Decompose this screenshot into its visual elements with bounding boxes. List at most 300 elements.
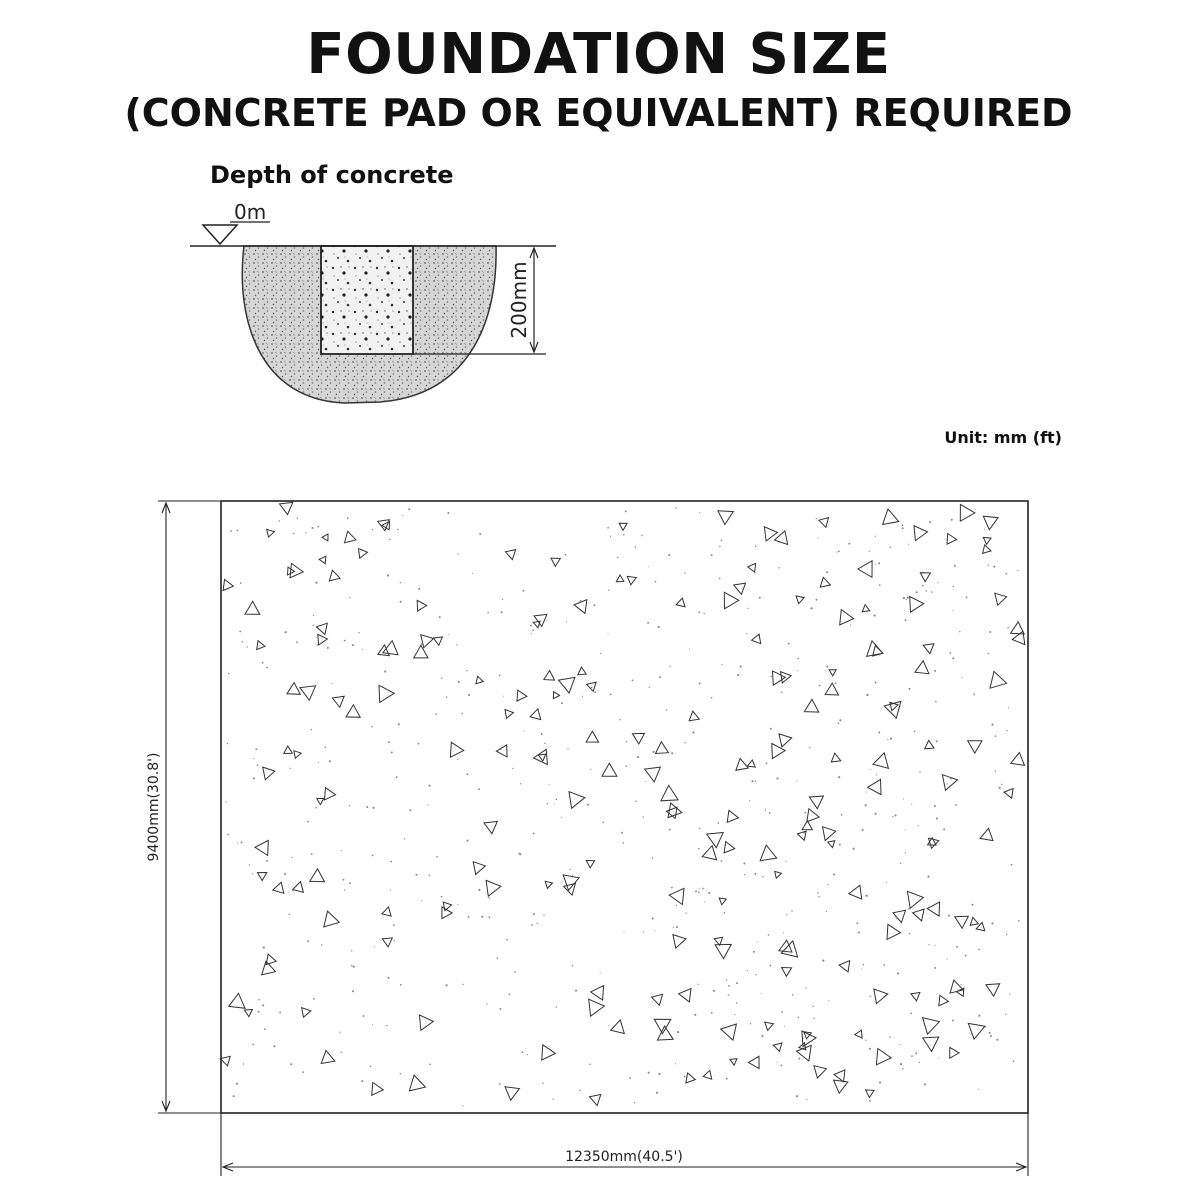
- speckle-mark: [995, 770, 997, 772]
- speckle-mark: [797, 670, 798, 671]
- speckle-mark: [781, 691, 783, 693]
- speckle-mark: [372, 807, 374, 809]
- speckle-mark: [388, 741, 390, 743]
- speckle-mark: [501, 611, 503, 613]
- aggregate-mark: [290, 563, 303, 577]
- speckle-mark: [919, 772, 920, 773]
- speckle-mark: [699, 512, 700, 513]
- speckle-mark: [784, 1026, 785, 1027]
- speckle-mark: [621, 832, 623, 834]
- speckle-mark: [589, 1064, 590, 1065]
- aggregate-mark: [322, 534, 328, 541]
- speckle-mark: [950, 778, 952, 780]
- speckle-mark: [359, 548, 360, 549]
- speckle-mark: [952, 610, 953, 611]
- speckle-mark: [384, 671, 386, 673]
- aggregate-mark: [707, 833, 724, 848]
- speckle-mark: [262, 1004, 264, 1006]
- speckle-mark: [924, 1024, 925, 1025]
- speckle-mark: [704, 613, 705, 614]
- aggregate-mark: [942, 775, 957, 791]
- speckle-mark: [698, 984, 699, 985]
- speckle-mark: [929, 521, 931, 523]
- speckle-mark: [608, 633, 609, 634]
- speckle-mark: [713, 990, 715, 992]
- speckle-mark: [481, 916, 483, 918]
- aggregate-mark: [781, 672, 792, 683]
- speckle-mark: [788, 951, 790, 953]
- speckle-mark: [991, 922, 993, 924]
- aggregate-mark: [616, 575, 624, 582]
- speckle-mark: [791, 910, 792, 911]
- speckle-mark: [658, 626, 660, 628]
- speckle-mark: [478, 788, 480, 790]
- speckle-mark: [754, 873, 756, 875]
- speckle-mark: [835, 682, 837, 684]
- aggregate-mark: [968, 1023, 985, 1039]
- aggregate-mark: [874, 989, 888, 1004]
- speckle-mark: [869, 996, 870, 997]
- speckle-mark: [626, 765, 628, 767]
- aggregate-mark: [820, 577, 830, 587]
- aggregate-mark: [505, 1087, 520, 1101]
- speckle-mark: [726, 979, 727, 980]
- aggregate-mark: [382, 521, 390, 530]
- speckle-mark: [288, 914, 290, 916]
- speckle-mark: [544, 743, 546, 745]
- aggregate-mark: [316, 623, 327, 634]
- aggregate-mark: [325, 788, 336, 800]
- speckle-mark: [240, 582, 242, 584]
- speckle-mark: [766, 762, 768, 764]
- speckle-mark: [721, 664, 722, 665]
- speckle-mark: [902, 1068, 903, 1069]
- speckle-mark: [610, 693, 612, 695]
- aggregate-mark: [929, 838, 939, 848]
- speckle-mark: [878, 731, 880, 733]
- speckle-mark: [349, 597, 350, 598]
- speckle-mark: [652, 857, 654, 859]
- speckle-mark: [441, 896, 443, 898]
- speckle-mark: [879, 584, 881, 586]
- speckle-mark: [819, 685, 821, 687]
- speckle-mark: [313, 615, 314, 616]
- speckle-mark: [519, 853, 521, 855]
- speckle-mark: [1017, 620, 1019, 622]
- speckle-mark: [746, 633, 747, 634]
- aggregate-mark: [839, 961, 850, 972]
- speckle-mark: [397, 529, 399, 531]
- speckle-mark: [341, 850, 342, 851]
- speckle-mark: [726, 1078, 728, 1080]
- speckle-mark: [292, 563, 294, 565]
- speckle-mark: [961, 677, 962, 678]
- speckle-mark: [947, 958, 948, 959]
- speckle-mark: [993, 566, 995, 568]
- aggregate-mark: [923, 1018, 940, 1034]
- speckle-mark: [822, 960, 824, 962]
- speckle-mark: [889, 1036, 891, 1038]
- aggregate-mark: [417, 600, 427, 611]
- speckle-mark: [922, 585, 924, 587]
- speckle-mark: [390, 861, 392, 863]
- aggregate-mark: [559, 677, 575, 693]
- speckle-mark: [966, 596, 968, 598]
- speckle-mark: [553, 1099, 554, 1100]
- aggregate-mark: [749, 1056, 760, 1068]
- aggregate-mark: [911, 993, 920, 1001]
- speckle-mark: [503, 696, 504, 697]
- aggregate-mark: [923, 644, 934, 654]
- speckle-mark: [669, 666, 670, 667]
- speckle-mark: [988, 653, 990, 655]
- speckle-mark: [931, 591, 933, 593]
- aggregate-mark: [913, 909, 925, 921]
- speckle-mark: [448, 634, 449, 635]
- aggregate-mark: [825, 683, 838, 695]
- aggregate-mark: [893, 910, 906, 922]
- speckle-mark: [228, 673, 230, 675]
- speckle-mark: [623, 842, 625, 844]
- speckle-mark: [635, 800, 636, 801]
- aggregate-mark: [976, 922, 985, 930]
- speckle-mark: [439, 616, 441, 618]
- speckle-mark: [995, 735, 997, 737]
- speckle-mark: [479, 533, 481, 535]
- speckle-mark: [472, 573, 473, 574]
- aggregate-mark: [797, 1045, 812, 1061]
- speckle-mark: [273, 1045, 275, 1047]
- aggregate-mark: [804, 699, 819, 712]
- aggregate-mark: [834, 1080, 848, 1093]
- speckle-mark: [950, 652, 952, 654]
- aggregate-mark: [221, 1056, 231, 1066]
- speckle-mark: [798, 1058, 800, 1060]
- speckle-mark: [938, 1058, 939, 1059]
- speckle-mark: [769, 965, 771, 967]
- speckle-mark: [1008, 627, 1009, 628]
- speckle-mark: [1020, 627, 1021, 628]
- speckle-mark: [610, 536, 611, 537]
- aggregate-mark: [914, 526, 928, 541]
- aggregate-mark: [359, 549, 368, 559]
- concrete-texture: [221, 502, 1025, 1106]
- speckle-mark: [502, 599, 503, 600]
- speckle-mark: [1017, 570, 1018, 571]
- speckle-mark: [363, 1015, 365, 1017]
- speckle-mark: [792, 994, 794, 996]
- speckle-mark: [996, 1039, 998, 1041]
- speckle-mark: [718, 822, 720, 824]
- aggregate-mark: [828, 841, 835, 848]
- speckle-mark: [608, 1025, 609, 1026]
- speckle-mark: [349, 805, 350, 806]
- speckle-mark: [839, 844, 841, 846]
- speckle-mark: [318, 762, 319, 763]
- speckle-mark: [617, 557, 619, 559]
- aggregate-mark: [505, 710, 513, 719]
- aggregate-mark: [884, 701, 901, 718]
- speckle-mark: [952, 657, 954, 659]
- speckle-mark: [361, 1080, 363, 1082]
- speckle-mark: [870, 769, 871, 770]
- aggregate-mark: [855, 1030, 862, 1038]
- speckle-mark: [388, 977, 390, 979]
- speckle-mark: [393, 924, 395, 926]
- width-dimension-label: 12350mm(40.5'): [565, 1149, 683, 1165]
- aggregate-mark: [718, 511, 733, 525]
- speckle-mark: [458, 681, 460, 683]
- speckle-mark: [446, 984, 448, 986]
- aggregate-mark: [443, 902, 451, 911]
- aggregate-mark: [590, 1095, 601, 1106]
- speckle-mark: [934, 670, 936, 672]
- speckle-mark: [227, 834, 229, 836]
- speckle-mark: [311, 729, 312, 730]
- speckle-mark: [708, 892, 710, 894]
- speckle-mark: [253, 758, 254, 759]
- aggregate-mark: [551, 558, 560, 566]
- speckle-mark: [653, 751, 655, 753]
- aggregate-mark: [317, 798, 324, 804]
- speckle-mark: [297, 517, 299, 519]
- speckle-mark: [655, 581, 657, 583]
- speckle-mark: [698, 611, 700, 613]
- speckle-mark: [915, 1052, 917, 1054]
- speckle-mark: [894, 814, 896, 816]
- speckle-mark: [919, 1062, 920, 1063]
- speckle-mark: [512, 768, 513, 769]
- speckle-mark: [999, 787, 1001, 789]
- aggregate-mark: [654, 1019, 671, 1033]
- speckle-mark: [924, 1083, 926, 1085]
- speckle-mark: [883, 964, 885, 966]
- aggregate-mark: [773, 671, 786, 685]
- aggregate-mark: [724, 842, 735, 853]
- speckle-mark: [658, 1073, 660, 1075]
- speckle-mark: [236, 1083, 238, 1085]
- speckle-mark: [934, 805, 936, 807]
- speckle-mark: [590, 769, 591, 770]
- speckle-mark: [978, 949, 980, 951]
- speckle-mark: [400, 984, 402, 986]
- aggregate-mark: [302, 1008, 311, 1018]
- speckle-mark: [812, 1006, 813, 1007]
- speckle-mark: [396, 776, 398, 778]
- speckle-mark: [645, 781, 646, 782]
- height-dimension-label: 9400mm(30.8'): [146, 752, 162, 862]
- speckle-mark: [344, 890, 345, 891]
- speckle-mark: [243, 1063, 244, 1064]
- aggregate-mark: [666, 807, 677, 818]
- speckle-mark: [826, 911, 827, 912]
- speckle-mark: [457, 759, 458, 760]
- speckle-mark: [869, 1048, 871, 1050]
- speckle-mark: [390, 889, 391, 890]
- aggregate-mark: [544, 671, 555, 681]
- speckle-mark: [833, 873, 835, 875]
- aggregate-mark: [802, 821, 812, 830]
- speckle-mark: [711, 1012, 713, 1014]
- soil-excavation: [242, 246, 496, 403]
- depth-dimension-label: 200mm: [507, 261, 531, 339]
- speckle-mark: [750, 1023, 751, 1024]
- aggregate-mark: [983, 538, 991, 545]
- speckle-mark: [374, 946, 375, 947]
- speckle-mark: [428, 804, 429, 805]
- aggregate-mark: [473, 862, 485, 875]
- speckle-mark: [352, 990, 354, 992]
- aggregate-mark: [332, 696, 344, 707]
- speckle-mark: [462, 984, 463, 985]
- aggregate-mark: [505, 550, 515, 560]
- aggregate-mark: [262, 961, 276, 975]
- speckle-mark: [237, 843, 238, 844]
- speckle-mark: [689, 648, 690, 649]
- speckle-mark: [387, 574, 389, 576]
- speckle-mark: [838, 550, 840, 552]
- speckle-mark: [307, 940, 309, 942]
- ground-level-label: 0m: [234, 200, 267, 224]
- speckle-mark: [1005, 573, 1007, 575]
- speckle-mark: [608, 590, 609, 591]
- speckle-mark: [292, 857, 293, 858]
- depth-section-label: Depth of concrete: [210, 161, 454, 189]
- aggregate-mark: [530, 709, 541, 720]
- speckle-mark: [676, 926, 678, 928]
- speckle-mark: [684, 742, 685, 743]
- speckle-mark: [394, 940, 395, 941]
- speckle-mark: [262, 662, 264, 664]
- aggregate-mark: [1011, 622, 1025, 634]
- speckle-mark: [629, 1077, 631, 1079]
- aggregate-mark: [589, 999, 605, 1016]
- speckle-mark: [457, 904, 458, 905]
- speckle-mark: [719, 952, 720, 953]
- aggregate-mark: [752, 634, 761, 644]
- aggregate-mark: [553, 692, 559, 699]
- speckle-mark: [785, 861, 786, 862]
- speckle-mark: [372, 529, 373, 530]
- speckle-mark: [600, 653, 601, 654]
- aggregate-mark: [773, 1043, 782, 1051]
- aggregate-mark: [814, 1066, 827, 1078]
- speckle-mark: [897, 972, 899, 974]
- speckle-mark: [648, 1072, 650, 1074]
- speckle-mark: [634, 1102, 635, 1103]
- speckle-mark: [747, 608, 748, 609]
- aggregate-mark: [831, 753, 840, 762]
- aggregate-mark: [873, 753, 888, 768]
- speckle-mark: [258, 1011, 260, 1013]
- speckle-mark: [699, 828, 701, 830]
- speckle-mark: [257, 764, 259, 766]
- speckle-mark: [972, 904, 974, 906]
- speckle-mark: [734, 1014, 735, 1015]
- speckle-mark: [892, 816, 893, 817]
- speckle-mark: [344, 640, 346, 642]
- aggregate-mark: [802, 1031, 816, 1047]
- speckle-mark: [704, 902, 705, 903]
- speckle-mark: [838, 722, 840, 724]
- speckle-mark: [416, 874, 418, 876]
- aggregate-mark: [611, 1020, 625, 1034]
- aggregate-mark: [383, 641, 398, 655]
- speckle-mark: [307, 821, 309, 823]
- aggregate-mark: [627, 576, 636, 584]
- speckle-mark: [936, 817, 938, 819]
- speckle-mark: [242, 641, 244, 643]
- speckle-mark: [324, 746, 326, 748]
- speckle-mark: [429, 785, 431, 787]
- speckle-mark: [765, 810, 766, 811]
- speckle-mark: [757, 941, 758, 942]
- speckle-mark: [279, 1012, 281, 1014]
- speckle-mark: [371, 726, 373, 728]
- aggregate-mark: [574, 600, 587, 614]
- speckle-mark: [313, 998, 315, 1000]
- speckle-mark: [389, 539, 390, 540]
- aggregate-mark: [799, 1043, 806, 1050]
- speckle-mark: [594, 691, 596, 693]
- speckle-mark: [803, 832, 805, 834]
- speckle-mark: [461, 713, 463, 715]
- speckle-mark: [572, 965, 573, 966]
- speckle-mark: [887, 739, 888, 740]
- aggregate-mark: [223, 579, 233, 590]
- aggregate-mark: [928, 838, 937, 846]
- speckle-mark: [804, 812, 806, 814]
- speckle-mark: [1007, 628, 1008, 629]
- speckle-mark: [462, 1105, 463, 1106]
- aggregate-mark: [715, 944, 731, 958]
- speckle-mark: [241, 841, 243, 843]
- aggregate-mark: [1012, 631, 1025, 644]
- speckle-mark: [836, 552, 837, 553]
- speckle-mark: [806, 1099, 807, 1100]
- speckle-mark: [400, 601, 402, 603]
- speckle-mark: [895, 917, 897, 919]
- speckle-mark: [531, 633, 532, 634]
- speckle-mark: [694, 1014, 696, 1016]
- aggregate-mark: [774, 531, 787, 545]
- speckle-mark: [321, 944, 322, 945]
- speckle-mark: [671, 752, 673, 754]
- speckle-mark: [372, 1024, 373, 1025]
- speckle-mark: [436, 856, 438, 858]
- speckle-mark: [400, 582, 401, 583]
- speckle-mark: [358, 632, 359, 633]
- aggregate-mark: [779, 734, 792, 747]
- speckle-mark: [948, 915, 950, 917]
- aggregate-mark: [586, 860, 594, 867]
- aggregate-mark: [995, 593, 1007, 605]
- speckle-mark: [780, 1064, 782, 1066]
- aggregate-mark: [765, 1022, 774, 1030]
- aggregate-mark: [970, 917, 978, 925]
- aggregate-mark: [346, 705, 360, 718]
- speckle-mark: [457, 553, 458, 554]
- speckle-mark: [828, 1000, 829, 1001]
- speckle-mark: [916, 591, 918, 593]
- speckle-mark: [698, 891, 700, 893]
- speckle-mark: [671, 887, 673, 889]
- speckle-mark: [900, 862, 902, 864]
- aggregate-mark: [382, 938, 392, 947]
- aggregate-mark: [890, 702, 898, 710]
- speckle-mark: [874, 615, 876, 617]
- speckle-mark: [960, 984, 961, 985]
